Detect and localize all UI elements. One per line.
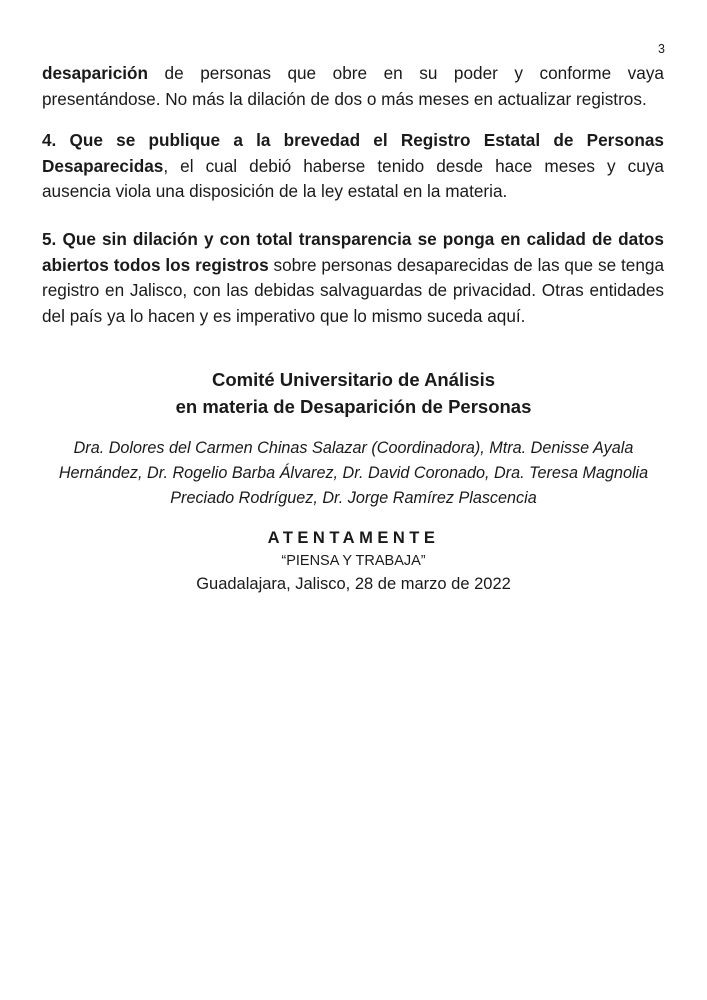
motto: “PIENSA Y TRABAJA” [281, 553, 426, 569]
committee-heading [0, 366, 707, 420]
paragraph-text: de personas que obre en su poder y conforme vaya presentándose. No más la dilación de dos o más meses en actualizar registros. [42, 63, 664, 109]
paragraph-point-4 [42, 128, 664, 205]
paragraph-text: sobre personas desaparecidas de las que se tenga registro en Jalisco, con las debidas salvaguardas de privacidad. Otras entidades del país ya lo hacen y es imperativo que lo mismo suceda aquí. [42, 254, 665, 326]
paragraph-point-5 [42, 227, 664, 329]
committee-members: Dra. Dolores del Carmen Chinas Salazar (Coordinadora), Mtra. Denisse Ayala Hernández, Dr. Rogelio Barba Álvarez, Dr. David Coronado, Dra. Teresa Magnolia Preciado Rodríguez, Dr. Jorge Ramírez Plascencia [58, 439, 649, 507]
closing-block [0, 527, 707, 596]
paragraph-bold-text: 4. Que se publique a la brevedad el Registro Estatal de Personas Desaparecidas [42, 130, 664, 176]
committee-line-1: Comité Universitario de Análisis [211, 369, 496, 390]
paragraph-bold-text: desaparición [42, 63, 149, 83]
place-date: Guadalajara, Jalisco, 28 de marzo de 2022 [196, 575, 511, 593]
committee-line-2: en materia de Desaparición de Personas [175, 396, 532, 417]
paragraph-bold-text: 5. Que sin dilación y con total transparencia se ponga en calidad de datos abiertos todos los registros [42, 229, 664, 275]
paragraph-continuation [42, 61, 664, 112]
atentamente-label: ATENTAMENTE [267, 529, 440, 547]
paragraph-text: , el cual debió haberse tenido desde hace meses y cuya ausencia viola una disposición de la ley estatal en la materia. [42, 155, 664, 201]
page-number: 3 [658, 42, 665, 56]
